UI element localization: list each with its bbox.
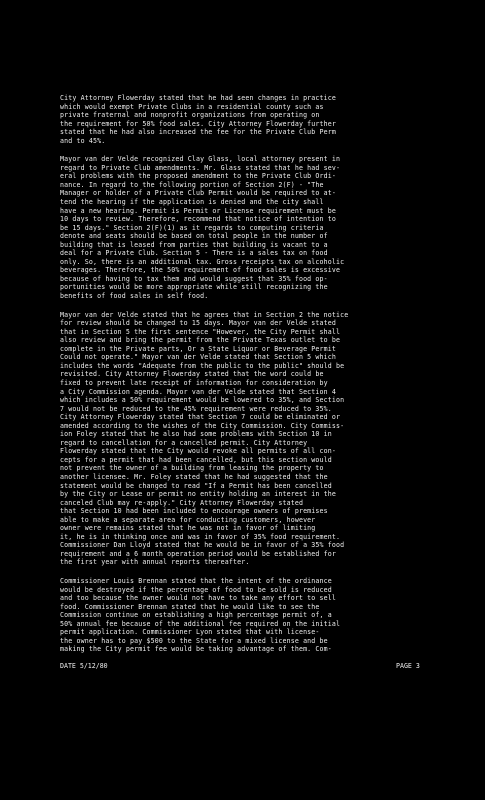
paragraph-3: Mayor van der Velde stated that he agrees that in Section 2 the notice for review should be changed to 15 days. Mayor van der Velde stated that in Section 5 the first sentence "However, the City Permit shall also review and bring the permit from the Private Texas outlet to be complete in the Private parts, Or a State Liquor or Beverage Permit Could not operate." Mayor van der Velde stated that Section 5 which includes the words "Adequate from the public to the public" should be revisited. City Attorney Flowerday stated that the word could be fixed to prevent late receipt of information for consideration by a City Commission agenda. Mayor van der Velde stated that Section 4 which includes a 50% requirement would be lowered to 35%, and Section 7 would not be reduced to the 45% requirement were reduced to 35%. City Attorney Flowerday stated that Section 7 could be eliminated or amended according to the wishes of the City Commission. City Commiss- ion Foley stated that he also had some problems with Section 10 in regard to cancellation for a cancelled permit. City Attorney Flowerday stated that the City would revoke all permits of all con- cepts for a permit that had been cancelled, but this section would not prevent the owner of a building from leasing the property to another licensee. Mr. Foley stated that he had suggested that the statement would be changed to read "If a Permit has been cancelled by the City or Lease or permit no entity holding an interest in the canceled Club may re-apply." City Attorney Flowerday stated that Section 10 had been included to encourage owners of premises able to make a separate area for conducting customers, however owner were remains stated that he was not in favor of limiting it, he is in thinking once and was in favor of 35% food requirement. Commissioner Dan Lloyd stated that he would be in favor of a 35% food requirement and a 6 month operation period would be established for the first year with annual reports thereafter. bbox=[60, 310, 349, 567]
footer-page-number: PAGE 3 bbox=[396, 662, 420, 670]
paragraph-1: City Attorney Flowerday stated that he had seen changes in practice which would exempt Private Clubs in a residential county such as private fraternal and nonprofit organizations from operating on the requirement for 50% food sales. City Attorney Flowerday further stated that he had also increased the fee for the Private Club Perm and to 45%. bbox=[60, 94, 337, 145]
paragraph-4: Commissioner Louis Brennan stated that the intent of the ordinance would be destroyed if the percentage of food to be sold is reduced and too because the owner would not have to take any effort to sell food. Commissioner Brennan stated that he would like to see the Commission continue on establishing a high percentage permit of, a 50% annual fee because of the additional fee required on the initial permit application. Commissioner Lyon stated that with license- the owner has to pay $500 to the State for a mixed license and be making the City permit fee would be taking advantage of them. Com- bbox=[60, 576, 341, 654]
document-body bbox=[60, 94, 445, 664]
footer-date: DATE 5/12/80 bbox=[60, 662, 108, 670]
paragraph-2: Mayor van der Velde recognized Clay Glass, local attorney present in regard to Private Club amendments. Mr. Glass stated that he had sev- eral problems with the proposed amendment to the Private Club Ordi- nance. In regard to the following portion of Section 2(F) - "The Manager or holder of a Private Club Permit would be required to at- tend the hearing if the application is denied and the city shall have a new hearing. Permit is Permit or License requirement must be 10 days to review. Therefore, recommend that notice of intention to be 15 days." Section 2(F)(1) as it regards to computing criteria denote and seats should be based on total people in the number of building that is leased from parties that building is vacant to a deal for a Private Club. Section 5 - There is a sales tax on food only. So, there is an additional tax. Gross receipts tax on alcoholic beverages. Therefore, the 50% requirement of food sales is excessive because of having to tax them and would suggest that 35% food op- portunities would be more appropriate while still recognizing the benefits of food sales in self food. bbox=[60, 155, 345, 301]
page-footer bbox=[60, 662, 445, 672]
